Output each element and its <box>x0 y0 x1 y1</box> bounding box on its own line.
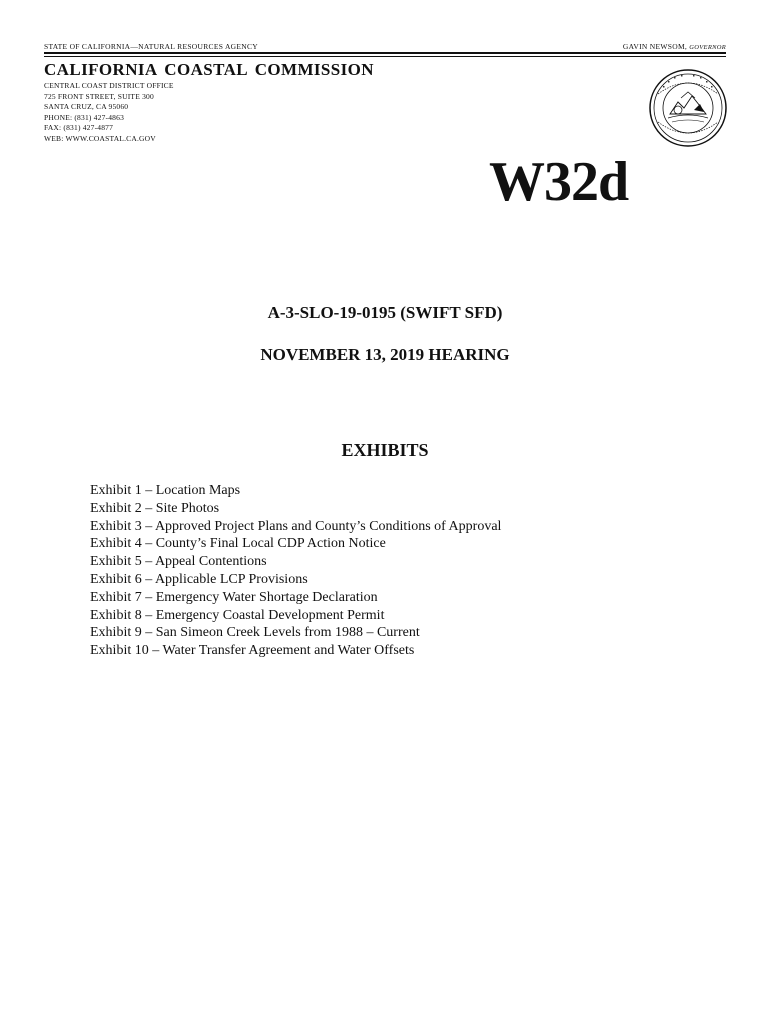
commission-name: CALIFORNIA COASTAL COMMISSION <box>44 60 374 79</box>
address-line: SANTA CRUZ, CA 95060 <box>44 102 129 112</box>
application-number: A-3-SLO-19-0195 (SWIFT SFD) <box>267 303 503 322</box>
address-line: FAX: (831) 427-4877 <box>44 123 114 133</box>
exhibit-list <box>90 482 501 660</box>
governor-name: GAVIN NEWSOM, <box>622 42 688 51</box>
header-rule-thin <box>44 56 726 57</box>
hearing-date: NOVEMBER 13, 2019 HEARING <box>260 345 510 364</box>
state-seal-icon <box>648 68 728 148</box>
governor-line <box>623 42 726 51</box>
exhibits-heading: EXHIBITS <box>341 440 429 460</box>
agenda-item-code: W32d <box>489 151 629 213</box>
address-line: PHONE: (831) 427-4863 <box>44 112 125 122</box>
exhibit-item: Exhibit 9 – San Simeon Creek Levels from 1988 – Current <box>90 625 420 641</box>
exhibit-item: Exhibit 8 – Emergency Coastal Development Permit <box>90 607 385 623</box>
exhibit-item: Exhibit 6 – Applicable LCP Provisions <box>90 571 308 587</box>
address-line: 725 FRONT STREET, SUITE 300 <box>44 91 154 101</box>
office-address <box>44 81 174 145</box>
exhibit-item: Exhibit 3 – Approved Project Plans and County’s Conditions of Approval <box>90 518 502 534</box>
agency-name: STATE OF CALIFORNIA—NATURAL RESOURCES AGENCY <box>44 42 259 51</box>
exhibit-item: Exhibit 5 – Appeal Contentions <box>90 554 267 570</box>
governor-title: GOVERNOR <box>689 44 726 51</box>
exhibit-item: Exhibit 1 – Location Maps <box>90 483 241 498</box>
exhibit-item: Exhibit 7 – Emergency Water Shortage Declaration <box>90 589 378 605</box>
address-line: CENTRAL COAST DISTRICT OFFICE <box>44 81 174 90</box>
exhibit-item: Exhibit 2 – Site Photos <box>90 500 220 516</box>
exhibit-item: Exhibit 4 – County’s Final Local CDP Action Notice <box>90 536 386 552</box>
exhibit-item: Exhibit 10 – Water Transfer Agreement and Water Offsets <box>90 643 415 659</box>
header-rule-thick <box>44 52 726 54</box>
address-line: WEB: WWW.COASTAL.CA.GOV <box>44 133 156 143</box>
